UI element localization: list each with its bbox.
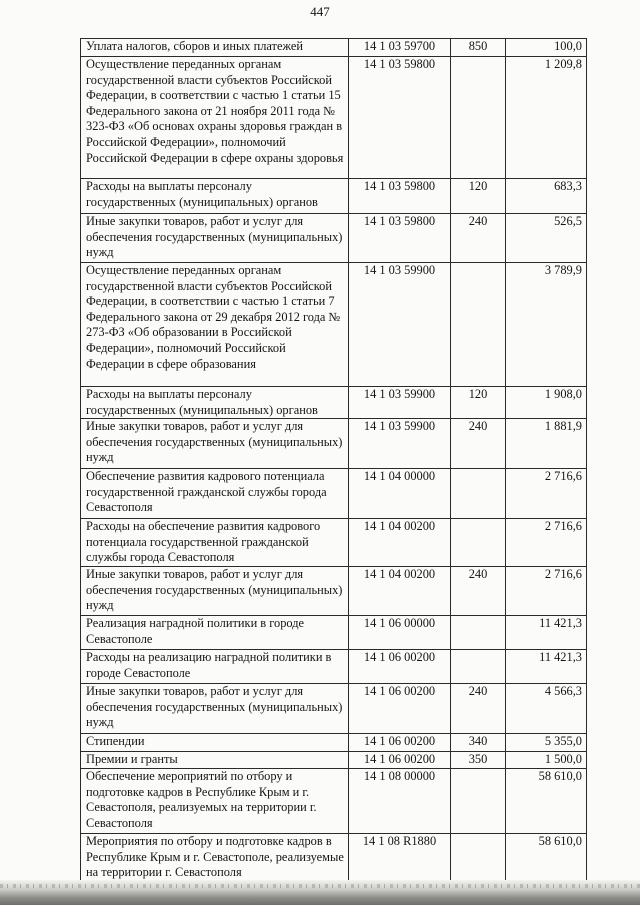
row-name: Стипендии (81, 734, 349, 752)
row-code: 14 1 03 59900 (349, 263, 451, 387)
table-row (81, 387, 587, 419)
row-code: 14 1 04 00200 (349, 519, 451, 567)
table-row (81, 214, 587, 263)
row-sum: 58 610,0 (506, 769, 587, 834)
table-row (81, 57, 587, 179)
row-kvr: 240 (451, 567, 506, 616)
page-number: 447 (310, 4, 330, 19)
row-name: Иные закупки товаров, работ и услуг для обеспечения государственных (муниципальных) нужд (81, 567, 349, 616)
row-name: Уплата налогов, сборов и иных платежей (81, 39, 349, 57)
table-row (81, 39, 587, 57)
row-kvr: 350 (451, 752, 506, 769)
row-sum: 4 566,3 (506, 684, 587, 734)
row-kvr (451, 834, 506, 886)
row-kvr (451, 469, 506, 519)
row-code: 14 1 06 00000 (349, 616, 451, 650)
row-kvr: 120 (451, 387, 506, 419)
row-sum: 1 908,0 (506, 387, 587, 419)
row-code: 14 1 03 59800 (349, 214, 451, 263)
row-name: Иные закупки товаров, работ и услуг для обеспечения государственных (муниципальных) нужд (81, 419, 349, 469)
table-row (81, 179, 587, 214)
row-name: Премии и гранты (81, 752, 349, 769)
row-kvr: 240 (451, 684, 506, 734)
row-sum: 58 610,0 (506, 834, 587, 886)
row-code: 14 1 06 00200 (349, 752, 451, 769)
row-kvr: 340 (451, 734, 506, 752)
row-name: Расходы на выплаты персоналу государственных (муниципальных) органов (81, 387, 349, 419)
row-kvr: 120 (451, 179, 506, 214)
row-name: Обеспечение развития кадрового потенциала государственной гражданской службы города Севастополя (81, 469, 349, 519)
row-code: 14 1 06 00200 (349, 684, 451, 734)
row-name: Осуществление переданных органам государственной власти субъектов Российской Федерации, в соответствии с частью 1 статьи 15 Федерального закона от 21 ноября 2011 года № 323-ФЗ «Об основах охраны здоровья граждан в Российской Федерации», полномочий Российской Федерации в сфере охраны здоровья (81, 57, 349, 179)
row-code: 14 1 04 00000 (349, 469, 451, 519)
row-kvr (451, 650, 506, 684)
row-code: 14 1 03 59800 (349, 179, 451, 214)
row-kvr (451, 769, 506, 834)
row-code: 14 1 03 59700 (349, 39, 451, 57)
row-name: Мероприятия по отбору и подготовке кадров в Республике Крым и г. Севастополе, реализуемые на территории г. Севастополя (81, 834, 349, 886)
table-row (81, 567, 587, 616)
table-row (81, 734, 587, 752)
budget-table (80, 38, 587, 886)
row-name: Осуществление переданных органам государственной власти субъектов Российской Федерации, в соответствии с частью 1 статьи 7 Федерального закона от 29 декабря 2012 года № 273-ФЗ «Об образовании в Российской Федерации», полномочий Российской Федерации в сфере образования (81, 263, 349, 387)
row-code: 14 1 08 R1880 (349, 834, 451, 886)
scan-noise (0, 884, 640, 888)
row-name: Обеспечение мероприятий по отбору и подготовке кадров в Республике Крым и г. Севастополя, реализуемых на территории г. Севастополя (81, 769, 349, 834)
row-kvr: 240 (451, 419, 506, 469)
row-code: 14 1 03 59800 (349, 57, 451, 179)
row-code: 14 1 06 00200 (349, 650, 451, 684)
row-name: Расходы на выплаты персоналу государственных (муниципальных) органов (81, 179, 349, 214)
row-kvr: 240 (451, 214, 506, 263)
row-kvr (451, 519, 506, 567)
row-kvr (451, 263, 506, 387)
row-sum: 1 209,8 (506, 57, 587, 179)
row-name: Иные закупки товаров, работ и услуг для обеспечения государственных (муниципальных) нужд (81, 684, 349, 734)
row-code: 14 1 08 00000 (349, 769, 451, 834)
table-row (81, 616, 587, 650)
row-kvr (451, 57, 506, 179)
row-sum: 1 500,0 (506, 752, 587, 769)
row-sum: 11 421,3 (506, 616, 587, 650)
table-row (81, 769, 587, 834)
row-name: Расходы на обеспечение развития кадрового потенциала государственной гражданской службы города Севастополя (81, 519, 349, 567)
table-row (81, 650, 587, 684)
row-kvr: 850 (451, 39, 506, 57)
table-row (81, 519, 587, 567)
row-sum: 2 716,6 (506, 519, 587, 567)
row-sum: 2 716,6 (506, 469, 587, 519)
row-sum: 11 421,3 (506, 650, 587, 684)
row-sum: 526,5 (506, 214, 587, 263)
table-row (81, 834, 587, 886)
row-code: 14 1 06 00200 (349, 734, 451, 752)
row-sum: 100,0 (506, 39, 587, 57)
table-row (81, 419, 587, 469)
row-sum: 1 881,9 (506, 419, 587, 469)
table-row (81, 469, 587, 519)
row-sum: 3 789,9 (506, 263, 587, 387)
table-row (81, 263, 587, 387)
row-code: 14 1 03 59900 (349, 419, 451, 469)
row-code: 14 1 04 00200 (349, 567, 451, 616)
row-kvr (451, 616, 506, 650)
row-sum: 5 355,0 (506, 734, 587, 752)
row-sum: 2 716,6 (506, 567, 587, 616)
row-name: Реализация наградной политики в городе Севастополе (81, 616, 349, 650)
row-name: Расходы на реализацию наградной политики в городе Севастополе (81, 650, 349, 684)
row-name: Иные закупки товаров, работ и услуг для обеспечения государственных (муниципальных) нужд (81, 214, 349, 263)
row-code: 14 1 03 59900 (349, 387, 451, 419)
table-row (81, 684, 587, 734)
table-row (81, 752, 587, 769)
row-sum: 683,3 (506, 179, 587, 214)
